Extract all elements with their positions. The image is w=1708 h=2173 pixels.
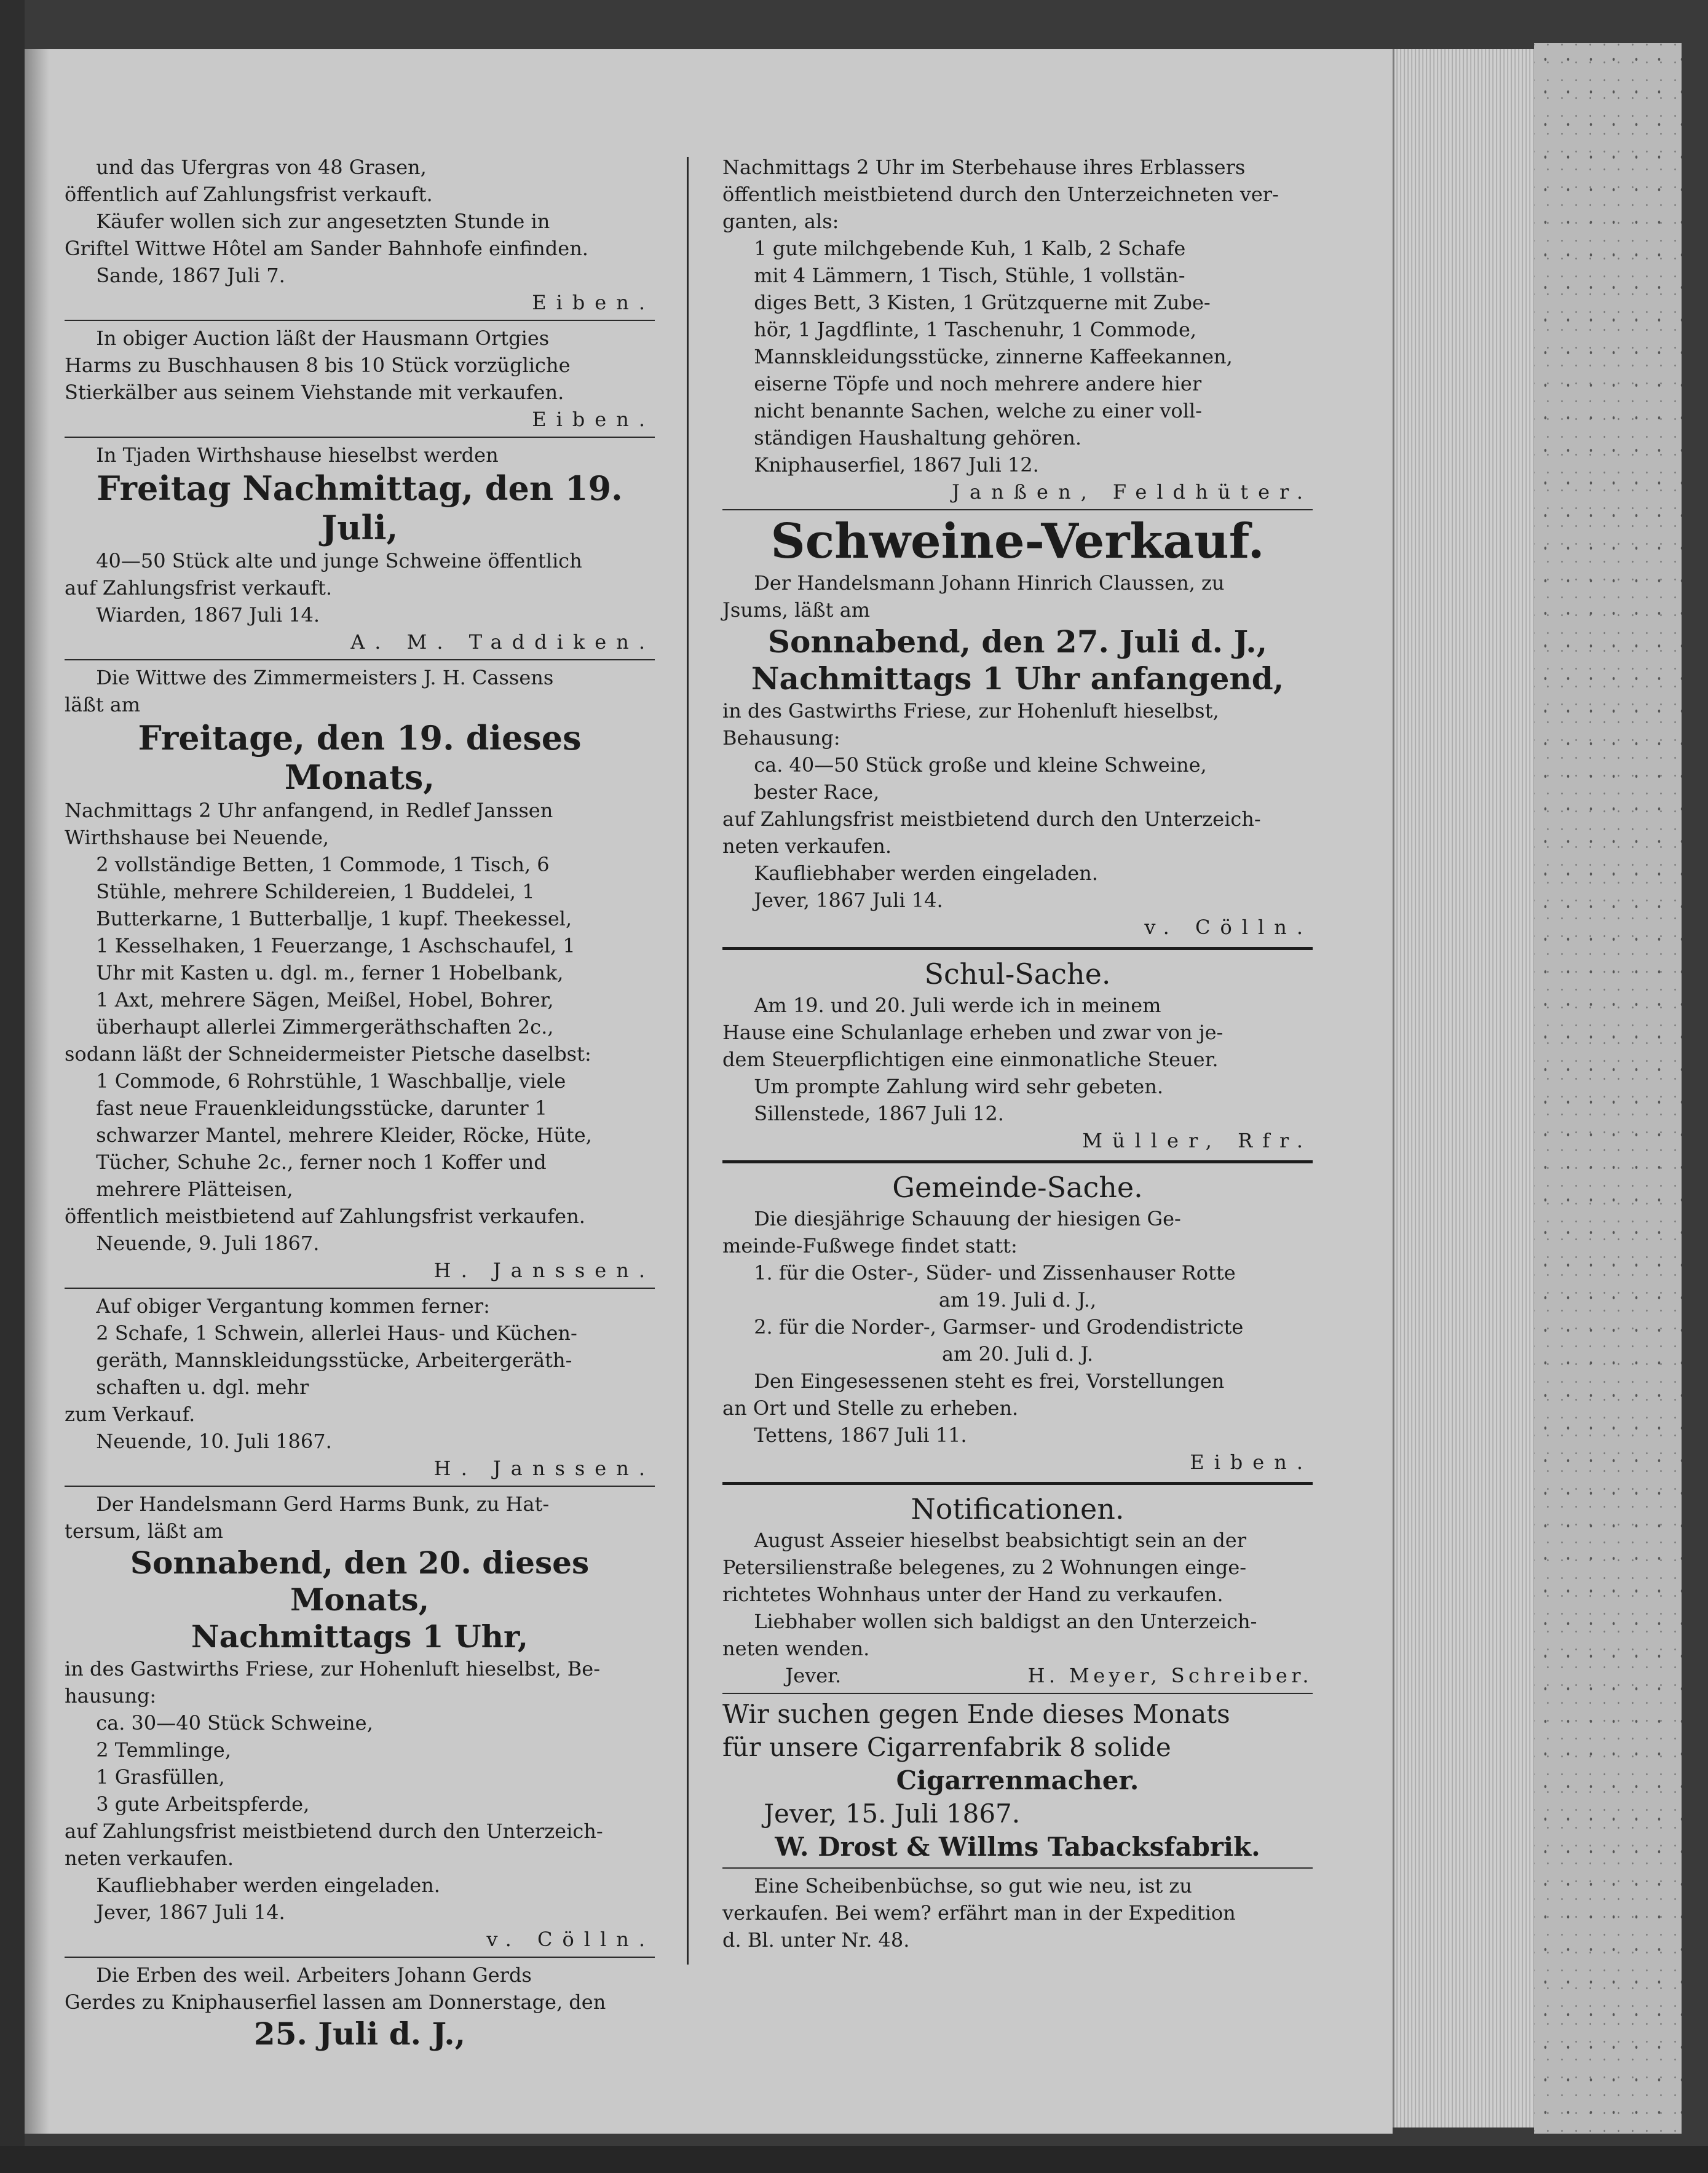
ad-date-heading: Freitag Nachmittag, den 19. Juli, — [97, 469, 623, 547]
ad-signature: Eiben. — [1190, 1451, 1313, 1474]
ad-line: zum Verkauf. — [65, 1403, 196, 1426]
ad-item-line: nicht benannte Sachen, welche zu einer voll- — [754, 399, 1202, 422]
ad-line: Jever, 1867 Juli 14. — [754, 889, 943, 912]
ad-line: dem Steuerpflichtigen eine einmonatliche Steuer. — [722, 1048, 1219, 1071]
ad-line: Liebhaber wollen sich baldigst an den Unterzeich- — [754, 1610, 1257, 1633]
ad-pigs-wiarden — [65, 441, 655, 655]
ad-item-line: 1 Kesselhaken, 1 Feuerzange, 1 Aschschaufel, 1 — [96, 934, 575, 957]
ad-line: In Tjaden Wirthshause hieselbst werden — [96, 443, 499, 467]
ad-title: Notificationen. — [911, 1492, 1125, 1526]
ad-line: Stierkälber aus seinem Viehstande mit verkaufen. — [65, 381, 564, 404]
ad-line: Am 19. und 20. Juli werde ich in meinem — [754, 994, 1161, 1017]
ad-line: Um prompte Zahlung wird sehr gebeten. — [754, 1075, 1163, 1098]
ad-line: Harms zu Buschhausen 8 bis 10 Stück vorzügliche — [65, 354, 571, 377]
ad-signature: Eiben. — [532, 291, 655, 314]
ad-line: 40—50 Stück alte und junge Schweine öffentlich — [96, 549, 582, 572]
ad-line: Petersilienstraße belegenes, zu 2 Wohnungen einge- — [722, 1556, 1247, 1579]
ad-schul-sache — [722, 956, 1313, 1154]
ad-item-line: schaften u. dgl. mehr — [96, 1375, 309, 1399]
ad-line: Gerdes zu Kniphauserfiel lassen am Donnerstage, den — [65, 1990, 606, 2014]
ad-line: Den Eingesessenen steht es frei, Vorstellungen — [754, 1369, 1225, 1393]
ad-line: verkaufen. Bei wem? erfährt man in der Expedition — [722, 1901, 1236, 1925]
ad-line: neten verkaufen. — [722, 834, 892, 858]
ad-line: Käufer wollen sich zur angesetzten Stunde in — [96, 210, 550, 233]
ad-item-line: 1 Axt, mehrere Sägen, Meißel, Hobel, Bohrer, — [96, 988, 554, 1011]
ad-item-line: Kniphauserfiel, 1867 Juli 12. — [754, 453, 1039, 477]
ad-line: Die Erben des weil. Arbeiters Johann Gerds — [96, 1963, 532, 1987]
ad-item-line: 1 Commode, 6 Rohrstühle, 1 Waschballje, viele — [96, 1069, 566, 1093]
ad-signature: v. Cölln. — [486, 1928, 655, 1951]
ad-date-line: Jever, 15. Juli 1867. — [764, 1799, 1021, 1829]
ad-line: Tettens, 1867 Juli 11. — [754, 1423, 967, 1447]
divider — [65, 320, 655, 321]
ad-title: Gemeinde-Sache. — [892, 1171, 1143, 1204]
divider — [65, 659, 655, 660]
ad-notificationen — [722, 1491, 1313, 1689]
ad-line: In obiger Auction läßt der Hausmann Ortgies — [96, 327, 550, 350]
ad-line: öffentlich auf Zahlungsfrist verkauft. — [65, 183, 433, 206]
ad-line: ganten, als: — [722, 210, 839, 233]
ad-line: läßt am — [65, 693, 141, 716]
ad-item-line: eiserne Töpfe und noch mehrere andere hier — [754, 372, 1202, 395]
scan-border-left — [0, 0, 25, 2173]
ad-line: sodann läßt der Schneidermeister Pietsche daselbst: — [65, 1042, 591, 1066]
ad-item-line: 2 Schafe, 1 Schwein, allerlei Haus- und Küchen- — [96, 1321, 577, 1345]
ad-signature: Müller, Rfr. — [1082, 1129, 1313, 1152]
ad-cigarrenmacher — [722, 1698, 1313, 1864]
ad-line: d. Bl. unter Nr. 48. — [722, 1928, 910, 1952]
ad-signature: H. Meyer, Schreiber. — [1027, 1664, 1313, 1687]
divider — [722, 509, 1313, 510]
ad-item-line: Tücher, Schuhe 2c., ferner noch 1 Koffer und — [96, 1150, 547, 1174]
ad-signature: H. Janssen. — [433, 1259, 655, 1282]
ad-item-line: am 19. Juli d. J., — [938, 1288, 1097, 1312]
left-column — [65, 154, 655, 2052]
ad-firm-name: W. Drost & Willms Tabacksfabrik. — [775, 1832, 1260, 1862]
ad-line: Sande, 1867 Juli 7. — [96, 264, 285, 287]
divider — [65, 437, 655, 438]
ad-line: auf Zahlungsfrist meistbietend durch den Unterzeich- — [722, 807, 1261, 831]
ad-time-heading: Nachmittags 1 Uhr anfangend, — [751, 660, 1284, 697]
ad-line: öffentlich meistbietend durch den Unterzeichneten ver- — [722, 183, 1279, 206]
ad-date-heading: 25. Juli d. J., — [253, 2016, 466, 2052]
divider — [722, 1482, 1313, 1485]
ad-item-line: 2 vollständige Betten, 1 Commode, 1 Tisch, 6 — [96, 853, 550, 876]
ad-line: Kaufliebhaber werden eingeladen. — [754, 861, 1098, 885]
book-cover-edge — [1534, 43, 1682, 2134]
ad-line: August Asseier hieselbst beabsichtigt sein an der — [754, 1529, 1247, 1552]
ad-line: Nachmittags 2 Uhr anfangend, in Redlef Janssen — [65, 799, 553, 822]
ad-bunk-pigs — [65, 1490, 655, 1953]
ad-item-line: mit 4 Lämmern, 1 Tisch, Stühle, 1 vollstän- — [754, 264, 1185, 287]
ad-line: und das Ufergras von 48 Grasen, — [96, 156, 427, 179]
ad-item-line: überhaupt allerlei Zimmergeräthschaften 2c., — [96, 1015, 554, 1039]
ad-signature: Janßen, Feldhüter. — [952, 480, 1313, 504]
ad-item-line: 3 gute Arbeitspferde, — [96, 1792, 310, 1816]
ad-line: Jsums, läßt am — [722, 598, 871, 622]
ad-line: für unsere Cigarrenfabrik 8 solide — [722, 1732, 1171, 1762]
ad-item-line: mehrere Plätteisen, — [96, 1178, 293, 1201]
book-page-edges — [1393, 49, 1536, 2127]
ad-item-line: 1 Grasfüllen, — [96, 1765, 225, 1789]
ad-bold-line: Cigarrenmacher. — [896, 1765, 1139, 1795]
ad-line: auf Zahlungsfrist verkauft. — [65, 576, 333, 600]
ad-item-line: 2. für die Norder-, Garmser- und Grodendistricte — [754, 1315, 1244, 1339]
ad-line: an Ort und Stelle zu erheben. — [722, 1396, 1019, 1420]
ad-line: Wir suchen gegen Ende dieses Monats — [722, 1699, 1230, 1729]
divider — [722, 947, 1313, 950]
ad-item-line: Uhr mit Kasten u. dgl. m., ferner 1 Hobelbank, — [96, 961, 564, 984]
ad-line: in des Gastwirths Friese, zur Hohenluft hieselbst, — [722, 699, 1219, 722]
divider — [65, 1486, 655, 1487]
ad-line: Eine Scheibenbüchse, so gut wie neu, ist zu — [754, 1874, 1192, 1898]
ad-item-line: geräth, Mannskleidungsstücke, Arbeitergeräth- — [96, 1348, 572, 1372]
right-column — [722, 154, 1313, 1953]
ad-line: Der Handelsmann Gerd Harms Bunk, zu Hat- — [96, 1492, 550, 1516]
ad-line: Behausung: — [722, 726, 840, 750]
ad-date-heading: Sonnabend, den 27. Juli d. J., — [767, 623, 1268, 660]
ad-line: Nachmittags 2 Uhr im Sterbehause ihres Erblassers — [722, 156, 1246, 179]
ad-line: neten wenden. — [722, 1637, 870, 1660]
ad-line: neten verkaufen. — [65, 1846, 234, 1870]
ad-line: Griftel Wittwe Hôtel am Sander Bahnhofe einfinden. — [65, 237, 588, 260]
ad-line: Hause eine Schulanlage erheben und zwar von je- — [722, 1021, 1224, 1044]
ad-schweine-verkauf — [722, 514, 1313, 941]
ad-line: Jever, 1867 Juli 14. — [96, 1901, 285, 1924]
ad-calves — [65, 325, 655, 433]
ad-scheibenbuechse — [722, 1872, 1313, 1953]
ad-item-line: diges Bett, 3 Kisten, 1 Grützquerne mit Zube- — [754, 291, 1211, 314]
ad-line: Neuende, 9. Juli 1867. — [96, 1232, 320, 1255]
ad-item-line: am 20. Juli d. J. — [941, 1342, 1094, 1366]
ad-item-line: ca. 30—40 Stück Schweine, — [96, 1711, 373, 1735]
ad-item-line: 2 Temmlinge, — [96, 1738, 231, 1762]
ad-cassens-auction — [65, 664, 655, 1284]
ad-line: Wirthshause bei Neuende, — [65, 826, 330, 849]
ad-line: öffentlich meistbietend auf Zahlungsfrist verkaufen. — [65, 1205, 585, 1228]
divider — [65, 1957, 655, 1958]
ad-line: Kaufliebhaber werden eingeladen. — [96, 1874, 440, 1897]
ad-line: Der Handelsmann Johann Hinrich Claussen, zu — [754, 571, 1225, 595]
ad-item-line: schwarzer Mantel, mehrere Kleider, Röcke, Hüte, — [96, 1123, 592, 1147]
ad-item-line: Stühle, mehrere Schildereien, 1 Buddelei, 1 — [96, 880, 535, 903]
scan-border-bottom — [0, 2146, 1708, 2173]
ad-signature: H. Janssen. — [433, 1457, 655, 1480]
ad-line: Die Wittwe des Zimmermeisters J. H. Cassens — [96, 666, 554, 689]
ad-line: hausung: — [65, 1684, 157, 1708]
ad-gerdes-heirs — [65, 1961, 655, 2052]
ad-item-line: 1 gute milchgebende Kuh, 1 Kalb, 2 Schafe — [754, 237, 1186, 260]
ad-item-line: 1. für die Oster-, Süder- und Zissenhauser Rotte — [754, 1261, 1236, 1284]
divider — [722, 1160, 1313, 1163]
ad-signature: A. M. Taddiken. — [350, 630, 655, 654]
ad-time-heading: Nachmittags 1 Uhr, — [191, 1618, 529, 1655]
ad-title: Schweine-Verkauf. — [770, 513, 1265, 569]
ad-grass-auction — [65, 154, 655, 316]
ad-line: richtetes Wohnhaus unter der Hand zu verkaufen. — [722, 1583, 1224, 1606]
ad-item-line: fast neue Frauenkleidungsstücke, darunter 1 — [96, 1096, 548, 1120]
divider — [722, 1867, 1313, 1869]
ad-line: meinde-Fußwege findet statt: — [722, 1234, 1018, 1257]
ad-line: Sillenstede, 1867 Juli 12. — [754, 1102, 1004, 1125]
ad-date-heading: Freitage, den 19. dieses Monats, — [138, 718, 582, 797]
ad-line: Wiarden, 1867 Juli 14. — [96, 603, 320, 627]
ad-line: auf Zahlungsfrist meistbietend durch den Unterzeich- — [65, 1819, 603, 1843]
ad-footer-row — [722, 1662, 1313, 1689]
ad-item-line: hör, 1 Jagdflinte, 1 Taschenuhr, 1 Commode, — [754, 318, 1197, 341]
column-divider — [687, 157, 689, 1965]
ad-place: Jever. — [785, 1664, 842, 1687]
ad-item-line: ständigen Haushaltung gehören. — [754, 426, 1082, 449]
ad-item-line: ca. 40—50 Stück große und kleine Schweine, — [754, 753, 1207, 777]
divider — [722, 1693, 1313, 1694]
ad-item-line: Butterkarne, 1 Butterballje, 1 kupf. Theekessel, — [96, 907, 572, 930]
ad-item-line: bester Race, — [754, 780, 880, 804]
ad-signature: v. Cölln. — [1144, 916, 1313, 939]
ad-estate-auction — [722, 154, 1313, 505]
ad-line: tersum, läßt am — [65, 1519, 223, 1543]
ad-gemeinde-sache — [722, 1170, 1313, 1476]
ad-item-line: Mannskleidungsstücke, zinnerne Kaffeekannen, — [754, 345, 1233, 368]
ad-title: Schul-Sache. — [924, 957, 1111, 991]
ad-line: Die diesjährige Schauung der hiesigen Ge- — [754, 1207, 1181, 1230]
ad-signature: Eiben. — [532, 408, 655, 431]
ad-line: in des Gastwirths Friese, zur Hohenluft hieselbst, Be- — [65, 1657, 601, 1680]
ad-vergantung — [65, 1292, 655, 1482]
ad-line: Auf obiger Vergantung kommen ferner: — [96, 1294, 490, 1318]
ad-line: Neuende, 10. Juli 1867. — [96, 1430, 332, 1453]
divider — [65, 1288, 655, 1289]
gutter-shadow — [25, 49, 49, 2134]
ad-date-heading: Sonnabend, den 20. dieses Monats, — [130, 1545, 590, 1618]
